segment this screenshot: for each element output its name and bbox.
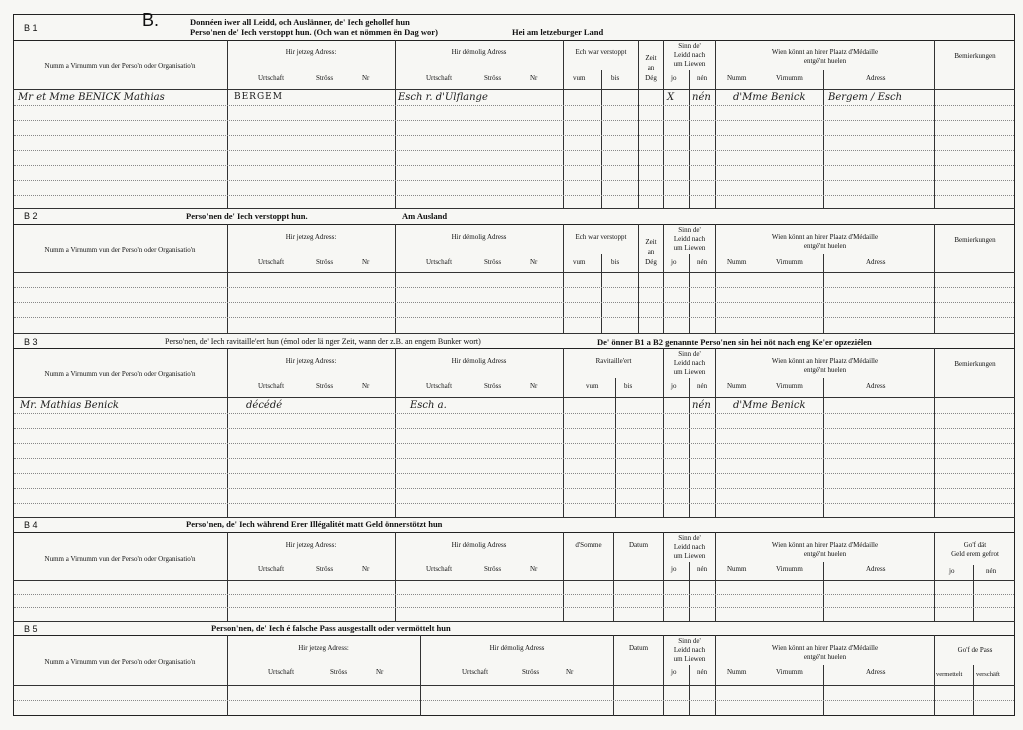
b5-col-m-name: Numm: [727, 668, 747, 676]
b3-col-suffered1: Sinn de': [678, 350, 701, 358]
b2-title: Perso'nen de' Iech verstoppt hun.: [186, 211, 308, 221]
b3-col-yes: jo: [671, 382, 677, 390]
b3-entry-name: Mr. Mathias Benick: [20, 400, 119, 411]
b3-col-m-address: Adress: [866, 382, 886, 390]
b1-col-no: nén: [697, 74, 708, 82]
b3-col-current-address: Hir jetzeg Adress:: [285, 357, 337, 365]
b2-col-yes: jo: [671, 258, 677, 266]
b5-col-suffered1: Sinn de': [678, 637, 701, 645]
b5-col-nr: Nr: [376, 668, 384, 676]
b1-col-nr: Nr: [362, 74, 370, 82]
b4-col-nr2: Nr: [530, 565, 538, 573]
b1-col-medal2: entgé'nt huelen: [803, 57, 847, 65]
b1-entry-no: nén: [692, 92, 711, 103]
b5-col-medal1: Wien könnt an hirer Plaatz d'Médaille: [771, 644, 879, 652]
b4-col-yes: jo: [671, 565, 677, 573]
b2-col-hidden: Ech war verstoppt: [575, 233, 627, 241]
b2-col-suffered1: Sinn de': [678, 226, 701, 234]
b4-col-m-firstname: Virnumm: [776, 565, 803, 573]
b3-col-suffered2: Leidd nach: [673, 359, 706, 367]
b2-col-m-address: Adress: [866, 258, 886, 266]
b2-col-m-name: Numm: [727, 258, 747, 266]
form-letter: B.: [142, 10, 160, 30]
b3-col-nr: Nr: [362, 382, 370, 390]
b3-col-provisioned: Ravitaille'ert: [595, 357, 632, 365]
b1-entry-name: Mr et Mme BENICK Mathias: [18, 92, 165, 103]
b5-col-m-address: Adress: [866, 668, 886, 676]
b5-col-issued: verschäft: [976, 671, 1000, 678]
b1-col-name: Numm a Virnumm vun der Perso'n oder Organisatio'n: [44, 62, 196, 70]
b4-col-m-address: Adress: [866, 565, 886, 573]
b1-entry-yes: X: [667, 92, 675, 103]
b4-col-money-no: nén: [986, 567, 997, 575]
b3-col-street2: Ströss: [484, 382, 502, 390]
b3-entry-locality: décédé: [246, 400, 283, 411]
b1-col-time1: Zeit: [645, 54, 657, 62]
b1-col-suffered2: Leidd nach: [673, 51, 706, 59]
b3-col-locality: Urtschaft: [258, 382, 285, 390]
b3-col-remarks: Bemierkungen: [954, 360, 996, 368]
b5-col-m-firstname: Virnumm: [776, 668, 803, 676]
b2-col-no: nén: [697, 258, 708, 266]
b2-col-time3: Dég: [645, 258, 657, 266]
b5-label: B 5: [24, 624, 38, 634]
b4-col-medal1: Wien könnt an hirer Plaatz d'Médaille: [771, 541, 879, 549]
b2-col-medal2: entgé'nt huelen: [803, 242, 847, 250]
b2-title-extra: Am Ausland: [402, 211, 448, 221]
b1-col-to: bis: [611, 74, 620, 82]
b4-col-money2: Geld erem gefrot: [951, 550, 999, 558]
b5-col-mediated: vermettelt: [936, 671, 963, 678]
b4-col-locality: Urtschaft: [258, 565, 285, 573]
b2-col-remarks: Bemierkungen: [954, 236, 996, 244]
b4-col-nr: Nr: [362, 565, 370, 573]
b2-col-nr: Nr: [362, 258, 370, 266]
b5-col-suffered3: um Liewen: [673, 655, 706, 663]
b1-col-m-address: Adress: [866, 74, 886, 82]
b2-col-suffered3: um Liewen: [673, 244, 706, 252]
b1-entry-old-address: Esch r. d'Ulflange: [398, 92, 488, 103]
b1-col-street: Ströss: [316, 74, 334, 82]
b2-col-street2: Ströss: [484, 258, 502, 266]
b3-col-medal2: entgé'nt huelen: [803, 366, 847, 374]
b1-col-nr2: Nr: [530, 74, 538, 82]
b4-col-suffered1: Sinn de': [678, 534, 701, 542]
b3-col-medal1: Wien könnt an hirer Plaatz d'Médaille: [771, 357, 879, 365]
b2-col-locality2: Urtschaft: [426, 258, 453, 266]
b4-col-old-address: Hir démolig Adress: [451, 541, 507, 549]
b1-title-line1: Donnéen iwer all Leidd, och Auslänner, de' Iech gehollef hun: [190, 17, 410, 27]
b1-col-hidden: Ech war verstoppt: [575, 48, 627, 56]
b2-col-time2: an: [647, 248, 655, 256]
b3-entry-m-name: d'Mme Benick: [733, 400, 806, 411]
b2-col-old-address: Hir démolig Adress: [451, 233, 507, 241]
b1-title-line2: Perso'nen de' Iech verstoppt hun. (Och wan et nömmen ën Dag wor): [190, 27, 438, 37]
b5-col-medal2: entgé'nt huelen: [803, 653, 847, 661]
b4-col-medal2: entgé'nt huelen: [803, 550, 847, 558]
b5-col-name: Numm a Virnumm vun der Perso'n oder Organisatio'n: [44, 658, 196, 666]
b3-col-no: nén: [697, 382, 708, 390]
b1-col-time2: an: [647, 64, 655, 72]
b1-col-remarks: Bemierkungen: [954, 52, 996, 60]
b1-label: B 1: [24, 23, 38, 33]
b1-entry-m-name: d'Mme Benick: [733, 92, 806, 103]
b3-entry-no: nén: [692, 400, 711, 411]
b4-label: B 4: [24, 520, 38, 530]
b1-entry-m-firstname: Bergem / Esch: [828, 92, 903, 103]
b4-col-current-address: Hir jetzeg Adress:: [285, 541, 337, 549]
b1-col-medal1: Wien könnt an hirer Plaatz d'Médaille: [771, 48, 879, 56]
b5-col-current-address: Hir jetzeg Adress:: [298, 644, 349, 652]
b1-title-extra: Hei am letzeburger Land: [512, 27, 604, 37]
b2-label: B 2: [24, 211, 38, 221]
b2-col-street: Ströss: [316, 258, 334, 266]
b3-col-nr2: Nr: [530, 382, 538, 390]
b4-col-street2: Ströss: [484, 565, 502, 573]
b3-col-old-address: Hir démolig Adress: [451, 357, 507, 365]
b1-col-street2: Ströss: [484, 74, 502, 82]
b5-col-street2: Ströss: [522, 668, 540, 676]
b5-col-old-address: Hir démolig Adress: [489, 644, 545, 652]
b1-col-m-firstname: Virnumm: [776, 74, 803, 82]
b5-col-no: nén: [697, 668, 708, 676]
b1-col-m-name: Numm: [727, 74, 747, 82]
b1-col-from: vum: [573, 74, 586, 82]
b4-col-no: nén: [697, 565, 708, 573]
b5-col-pass: Go'f de Pass: [957, 646, 993, 654]
b1-col-old-address: Hir démolig Adress: [451, 48, 507, 56]
b1-entry-locality: BERGEM: [234, 92, 283, 102]
b3-col-m-name: Numm: [727, 382, 747, 390]
b3-label: B 3: [24, 337, 38, 347]
b4-col-date: Datum: [628, 541, 649, 549]
b4-col-money1: Go'f dät: [963, 541, 987, 549]
b4-col-suffered2: Leidd nach: [673, 543, 706, 551]
b4-col-m-name: Numm: [727, 565, 747, 573]
b2-col-to: bis: [611, 258, 620, 266]
b1-col-current-address: Hir jetzeg Adress:: [285, 48, 337, 56]
b3-col-suffered3: um Liewen: [673, 368, 706, 376]
b4-col-name: Numm a Virnumm vun der Perso'n oder Organisatio'n: [44, 555, 196, 563]
b1-col-locality: Urtschaft: [258, 74, 285, 82]
b3-title-extra: De' önner B1 a B2 genannte Perso'nen sin hei nöt nach eng Ke'er opzeziélen: [597, 337, 872, 347]
b4-col-locality2: Urtschaft: [426, 565, 453, 573]
b5-col-suffered2: Leidd nach: [673, 646, 706, 654]
b2-col-name: Numm a Virnumm vun der Perso'n oder Organisatio'n: [44, 246, 196, 254]
b3-col-street: Ströss: [316, 382, 334, 390]
b2-col-time1: Zeit: [645, 238, 657, 246]
b4-col-suffered3: um Liewen: [673, 552, 706, 560]
b1-col-locality2: Urtschaft: [426, 74, 453, 82]
b2-col-current-address: Hir jetzeg Adress:: [285, 233, 337, 241]
b5-title: Person'nen, de' Iech é falsche Pass ausgestallt oder vermöttelt hun: [211, 623, 451, 633]
b3-col-to: bis: [624, 382, 633, 390]
b5-col-locality: Urtschaft: [268, 668, 295, 676]
b5-col-nr2: Nr: [566, 668, 574, 676]
b5-col-yes: jo: [671, 668, 677, 676]
b1-col-suffered3: um Liewen: [673, 60, 706, 68]
b3-title: Perso'nen, de' Iech ravitaille'ert hun (émol oder lä nger Zeit, wann der z.B. an engem Bunker wort): [165, 337, 481, 346]
b2-col-medal1: Wien könnt an hirer Plaatz d'Médaille: [771, 233, 879, 241]
b3-col-name: Numm a Virnumm vun der Perso'n oder Organisatio'n: [44, 370, 196, 378]
b1-col-suffered1: Sinn de': [678, 42, 701, 50]
b5-col-street: Ströss: [330, 668, 348, 676]
b4-col-street: Ströss: [316, 565, 334, 573]
b3-entry-old-address: Esch a.: [410, 400, 447, 411]
b3-col-from: vum: [586, 382, 599, 390]
b4-title: Perso'nen, de' Iech während Erer Illégalitét matt Geld önnerstötzt hun: [186, 519, 443, 529]
b2-col-locality: Urtschaft: [258, 258, 285, 266]
b5-col-locality2: Urtschaft: [462, 668, 489, 676]
b2-col-from: vum: [573, 258, 586, 266]
b1-col-yes: jo: [671, 74, 677, 82]
b1-col-time3: Dég: [645, 74, 657, 82]
b3-col-m-firstname: Virnumm: [776, 382, 803, 390]
b2-col-suffered2: Leidd nach: [673, 235, 706, 243]
b4-col-sum: d'Somme: [575, 541, 602, 549]
b2-col-nr2: Nr: [530, 258, 538, 266]
b3-col-locality2: Urtschaft: [426, 382, 453, 390]
b5-col-date: Datum: [628, 644, 649, 652]
b2-col-m-firstname: Virnumm: [776, 258, 803, 266]
b4-col-money-yes: jo: [949, 567, 955, 575]
